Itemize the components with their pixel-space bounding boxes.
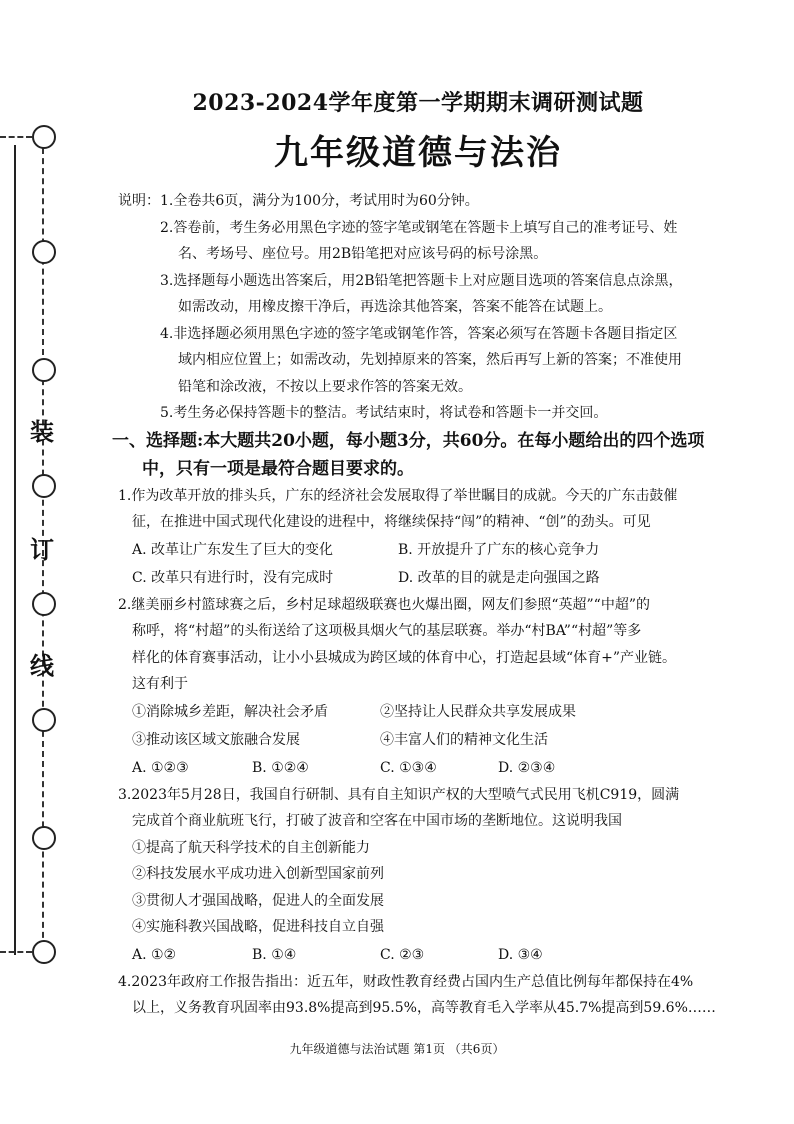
exam-title: 2023-2024学年度第一学期期末调研测试题 — [192, 90, 644, 116]
question-4 — [118, 969, 718, 1022]
question-stem: 2.继美丽乡村篮球赛之后，乡村足球超级联赛也火爆出圈，网友们参照“英超”“中超”的 — [118, 596, 650, 613]
option-d: D. ③④ — [498, 946, 543, 963]
binding-hole — [32, 474, 56, 498]
option-row — [118, 941, 718, 969]
question-stem: 征，在推进中国式现代化建设的进程中，将继续保持“闯”的精神、“创”的劲头。可见 — [132, 514, 651, 530]
question-stem: 3.2023年5月28日，我国自行研制、具有自主知识产权的大型喷气式民用飞机C919，圆满 — [118, 786, 680, 803]
binding-char-zhuang: 装 — [30, 417, 54, 446]
statement-3: ③贯彻人才强国战略，促进人的全面发展 — [132, 892, 384, 909]
binding-hole — [32, 940, 56, 964]
statement-row — [118, 698, 718, 726]
statement-1: ①消除城乡差距，解决社会矛盾 — [132, 703, 328, 720]
instruction-line: 域内相应位置上；如需改动，先划掉原来的答案，然后再写上新的答案；不准使用 — [178, 352, 682, 368]
binding-hole — [32, 708, 56, 732]
question-2 — [118, 592, 718, 782]
binding-tick — [0, 951, 32, 953]
binding-frame — [0, 145, 16, 955]
option-c: C. 改革只有进行时，没有完成时 — [132, 569, 334, 586]
question-stem: 4.2023年政府工作报告指出：近五年，财政性教育经费占国内生产总值比例每年都保持在4% — [118, 973, 694, 990]
option-c: C. ②③ — [380, 946, 425, 963]
option-row — [118, 536, 718, 564]
statement-2: ②科技发展水平成功进入创新型国家前列 — [132, 866, 384, 882]
binding-hole — [32, 592, 56, 616]
option-row — [118, 754, 718, 782]
binding-hole — [32, 125, 56, 149]
instruction-line: 说明：1.全卷共6页，满分为100分，考试用时为60分钟。 — [118, 193, 479, 209]
section-heading-cont: 中，只有一项是最符合题目要求的。 — [142, 458, 414, 479]
instruction-line: 5.考生务必保持答题卡的整洁。考试结束时，将试卷和答题卡一并交回。 — [160, 405, 608, 421]
binding-hole — [32, 826, 56, 850]
question-stem: 1.作为改革开放的排头兵，广东的经济社会发展取得了举世瞩目的成就。今天的广东击鼓催 — [118, 487, 678, 504]
binding-margin — [0, 0, 110, 1124]
statement-1: ①提高了航天科学技术的自主创新能力 — [132, 839, 370, 856]
page-footer: 九年级道德与法治试题 第1页 （共6页） — [289, 1042, 505, 1056]
question-1 — [118, 483, 718, 592]
option-a: A. ①② — [132, 946, 177, 963]
instruction-line: 如需改动，用橡皮擦干净后，再选涂其他答案，答案不能答在试题上。 — [178, 299, 612, 315]
option-row — [118, 564, 718, 592]
statement-row — [118, 726, 718, 754]
instruction-line: 3.选择题每小题选出答案后，用2B铅笔把答题卡上对应题目选项的答案信息点涂黑， — [160, 272, 683, 289]
option-a: A. ①②③ — [132, 759, 189, 776]
option-c: C. ①③④ — [380, 759, 437, 776]
question-3 — [118, 782, 718, 969]
binding-char-xian: 线 — [30, 651, 54, 680]
question-stem: 以上，义务教育巩固率由93.8%提高到95.5%，高等教育毛入学率从45.7%提高到59.6%…… — [132, 1000, 716, 1016]
binding-tick — [0, 136, 32, 138]
question-stem: 样化的体育赛事活动，让小小县城成为跨区域的体育中心，打造起县域“体育+”产业链。 — [132, 649, 677, 666]
option-d: D. 改革的目的就是走向强国之路 — [398, 569, 600, 586]
option-b: B. 开放提升了广东的核心竞争力 — [398, 541, 600, 558]
option-b: B. ①④ — [252, 946, 297, 963]
question-stem: 这有利于 — [132, 676, 188, 692]
binding-char-ding: 订 — [30, 535, 54, 564]
instruction-line: 名、考场号、座位号。用2B铅笔把对应该号码的标号涂黑。 — [178, 246, 548, 262]
instruction-line: 4.非选择题必须用黑色字迹的签字笔或钢笔作答，答案必须写在答题卡各题目指定区 — [160, 325, 678, 342]
question-stem: 完成首个商业航班飞行，打破了波音和空客在中国市场的垄断地位。这说明我国 — [132, 813, 622, 829]
binding-hole — [32, 240, 56, 264]
instructions — [118, 188, 718, 427]
statement-4: ④丰富人们的精神文化生活 — [380, 731, 548, 748]
exam-subject: 九年级道德与法治 — [274, 133, 562, 173]
instruction-line: 2.答卷前，考生务必用黑色字迹的签字笔或钢笔在答题卡上填写自己的准考证号、姓 — [160, 219, 678, 236]
option-a: A. 改革让广东发生了巨大的变化 — [132, 541, 334, 558]
section-heading: 一、选择题:本大题共20小题，每小题3分，共60分。在每小题给出的四个选项 — [112, 430, 705, 451]
binding-hole — [32, 358, 56, 382]
instruction-line: 铅笔和涂改液，不按以上要求作答的答案无效。 — [178, 378, 472, 395]
statement-4: ④实施科教兴国战略，促进科技自立自强 — [132, 919, 384, 935]
statement-2: ②坚持让人民群众共享发展成果 — [380, 703, 576, 720]
question-stem: 称呼，将“村超”的头衔送给了这项极具烟火气的基层联赛。举办“村BA”“村超”等多 — [132, 623, 642, 639]
statement-3: ③推动该区域文旅融合发展 — [132, 731, 300, 748]
exam-page — [112, 86, 718, 1022]
option-d: D. ②③④ — [498, 759, 556, 776]
option-b: B. ①②④ — [252, 759, 309, 776]
